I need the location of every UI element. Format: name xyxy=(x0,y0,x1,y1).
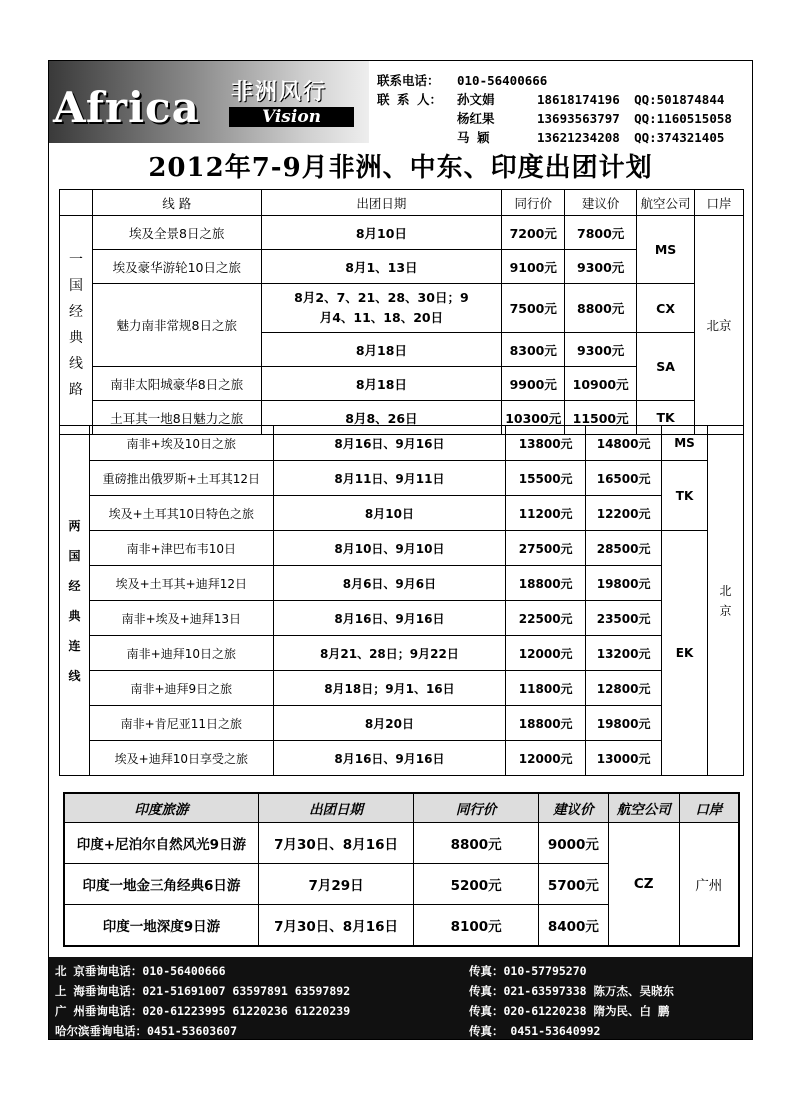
date-cell: 7月30日、8月16日 xyxy=(258,905,413,947)
group-label-text: 一国经典线路 xyxy=(68,252,83,398)
retail-price-cell: 9300元 xyxy=(565,250,637,284)
office-beijing: 北 京垂询电话：010-56400666 xyxy=(55,964,226,978)
retail-price-cell: 9300元 xyxy=(565,333,637,367)
date-cell: 8月18日；9月1、16日 xyxy=(273,671,506,706)
route-cell: 印度一地深度9日游 xyxy=(64,905,258,947)
date-cell: 8月18日 xyxy=(261,333,502,367)
retail-price-cell: 5700元 xyxy=(538,864,608,905)
header-airline: 航空公司 xyxy=(637,190,695,216)
date-cell: 8月21、28日；9月22日 xyxy=(273,636,506,671)
group-label-two xyxy=(60,426,90,776)
retail-price-cell: 19800元 xyxy=(586,566,662,601)
date-cell: 7月30日、8月16日 xyxy=(258,823,413,864)
contact-name: 孙文娟 xyxy=(457,92,495,107)
tel-label: 联系电话： xyxy=(377,73,440,88)
retail-price-cell: 8800元 xyxy=(565,284,637,333)
date-cell: 8月16日、9月16日 xyxy=(273,601,506,636)
peer-price-cell: 27500元 xyxy=(506,531,586,566)
office-shanghai: 上 海垂询电话：021-51691007 63597891 63597892 xyxy=(55,984,351,998)
fax-guangzhou: 传真：020-61220238 隋为民、白 鹏 xyxy=(469,1004,670,1018)
route-cell: 南非+迪拜9日之旅 xyxy=(89,671,273,706)
airline-cell: EK xyxy=(662,531,708,776)
retail-price-cell: 11500元 xyxy=(565,401,637,435)
retail-price-cell: 13000元 xyxy=(586,741,662,776)
two-country-table xyxy=(59,425,744,776)
date-cell: 8月18日 xyxy=(261,367,502,401)
contact-name: 马 颖 xyxy=(457,130,490,145)
route-cell: 南非+迪拜10日之旅 xyxy=(89,636,273,671)
retail-price-cell: 16500元 xyxy=(586,461,662,496)
india-table xyxy=(63,792,740,947)
office-harbin: 哈尔滨垂询电话：0451-53603607 xyxy=(55,1024,238,1038)
airline-cell: MS xyxy=(637,216,695,284)
retail-price-cell: 12200元 xyxy=(586,496,662,531)
header-peer-price: 同行价 xyxy=(502,190,565,216)
route-cell: 埃及+土耳其10日特色之旅 xyxy=(89,496,273,531)
header-airline: 航空公司 xyxy=(608,793,679,823)
date-cell: 8月16日、9月16日 xyxy=(273,741,506,776)
airline-cell: SA xyxy=(637,333,695,401)
header-date: 出团日期 xyxy=(258,793,413,823)
date-cell: 8月8、26日 xyxy=(261,401,502,435)
airline-cell: TK xyxy=(637,401,695,435)
contact-qq: QQ:1160515058 xyxy=(634,111,732,126)
peer-price-cell: 8800元 xyxy=(414,823,539,864)
africa-vision-logo xyxy=(49,61,369,143)
route-cell: 南非+埃及+迪拜13日 xyxy=(89,601,273,636)
footer-contacts xyxy=(49,957,752,1040)
route-cell: 印度一地金三角经典6日游 xyxy=(64,864,258,905)
group-label-single xyxy=(60,216,93,435)
port-text: 北京 xyxy=(719,583,732,618)
header-route: 线 路 xyxy=(92,190,261,216)
route-cell: 埃及+土耳其+迪拜12日 xyxy=(89,566,273,601)
date-cell: 8月11日、9月11日 xyxy=(273,461,506,496)
airline-cell: CX xyxy=(637,284,695,333)
fax-beijing: 传真：010-57795270 xyxy=(469,964,587,978)
airline-cell: CZ xyxy=(608,823,679,947)
peer-price-cell: 12000元 xyxy=(506,636,586,671)
single-country-table xyxy=(59,189,744,435)
date-cell: 8月10日、9月10日 xyxy=(273,531,506,566)
fax-harbin: 传真： 0451-53640992 xyxy=(469,1024,601,1038)
date-cell: 8月10日 xyxy=(261,216,502,250)
airline-cell: MS xyxy=(662,426,708,461)
brochure-page xyxy=(48,60,753,1040)
fax-shanghai: 传真：021-63597338 陈万杰、吴晓东 xyxy=(469,984,675,998)
header-port: 口岸 xyxy=(679,793,739,823)
retail-price-cell: 8400元 xyxy=(538,905,608,947)
date-cell: 8月16日、9月16日 xyxy=(273,426,506,461)
peer-price-cell: 7200元 xyxy=(502,216,565,250)
route-cell: 南非太阳城豪华8日之旅 xyxy=(92,367,261,401)
contact-phone: 18618174196 xyxy=(537,92,620,107)
peer-price-cell: 13800元 xyxy=(506,426,586,461)
date-cell: 7月29日 xyxy=(258,864,413,905)
person-label: 联 系 人： xyxy=(377,92,443,107)
contact-phone: 13621234208 xyxy=(537,130,620,145)
route-cell: 土耳其一地8日魅力之旅 xyxy=(92,401,261,435)
date-cell: 8月2、7、21、28、30日；9月4、11、18、20日 xyxy=(261,284,502,333)
retail-price-cell: 28500元 xyxy=(586,531,662,566)
route-cell: 南非+肯尼亚11日之旅 xyxy=(89,706,273,741)
peer-price-cell: 22500元 xyxy=(506,601,586,636)
peer-price-cell: 15500元 xyxy=(506,461,586,496)
contact-name: 杨红果 xyxy=(457,111,495,126)
port-cell: 广州 xyxy=(679,823,739,947)
peer-price-cell: 11800元 xyxy=(506,671,586,706)
airline-cell: TK xyxy=(662,461,708,531)
port-cell xyxy=(708,426,744,776)
peer-price-cell: 8100元 xyxy=(414,905,539,947)
contact-qq: QQ:501874844 xyxy=(634,92,725,107)
contact-qq: QQ:374321405 xyxy=(634,130,725,145)
retail-price-cell: 10900元 xyxy=(565,367,637,401)
logo-africa-text: Africa xyxy=(53,83,200,132)
route-cell: 魅力南非常规8日之旅 xyxy=(92,284,261,367)
date-cell: 8月20日 xyxy=(273,706,506,741)
date-cell: 8月1、13日 xyxy=(261,250,502,284)
retail-price-cell: 23500元 xyxy=(586,601,662,636)
peer-price-cell: 7500元 xyxy=(502,284,565,333)
header-retail-price: 建议价 xyxy=(538,793,608,823)
retail-price-cell: 12800元 xyxy=(586,671,662,706)
retail-price-cell: 19800元 xyxy=(586,706,662,741)
route-cell: 埃及豪华游轮10日之旅 xyxy=(92,250,261,284)
route-cell: 重磅推出俄罗斯+土耳其12日 xyxy=(89,461,273,496)
header-date: 出团日期 xyxy=(261,190,502,216)
peer-price-cell: 18800元 xyxy=(506,566,586,601)
route-cell: 埃及+迪拜10日享受之旅 xyxy=(89,741,273,776)
route-cell: 印度+尼泊尔自然风光9日游 xyxy=(64,823,258,864)
peer-price-cell: 10300元 xyxy=(502,401,565,435)
peer-price-cell: 8300元 xyxy=(502,333,565,367)
retail-price-cell: 9000元 xyxy=(538,823,608,864)
date-cell: 8月6日、9月6日 xyxy=(273,566,506,601)
corner-cell xyxy=(60,190,93,216)
route-cell: 埃及全景8日之旅 xyxy=(92,216,261,250)
header xyxy=(49,61,752,183)
retail-price-cell: 14800元 xyxy=(586,426,662,461)
tel-number: 010-56400666 xyxy=(457,73,548,88)
header-retail-price: 建议价 xyxy=(565,190,637,216)
retail-price-cell: 7800元 xyxy=(565,216,637,250)
date-cell: 8月10日 xyxy=(273,496,506,531)
group-label-text: 两国经典连线 xyxy=(68,518,81,683)
contact-phone: 13693563797 xyxy=(537,111,620,126)
page-title: 2012年7-9月非洲、中东、印度出团计划 xyxy=(148,153,653,183)
header-route: 印度旅游 xyxy=(64,793,258,823)
contact-info xyxy=(377,71,732,147)
logo-vision-text: Vision xyxy=(229,107,354,127)
peer-price-cell: 9900元 xyxy=(502,367,565,401)
route-cell: 南非+津巴布韦10日 xyxy=(89,531,273,566)
logo-chinese-text: 非洲风行 xyxy=(231,80,328,105)
peer-price-cell: 9100元 xyxy=(502,250,565,284)
peer-price-cell: 11200元 xyxy=(506,496,586,531)
port-cell: 北京 xyxy=(695,216,744,435)
peer-price-cell: 18800元 xyxy=(506,706,586,741)
retail-price-cell: 13200元 xyxy=(586,636,662,671)
header-port: 口岸 xyxy=(695,190,744,216)
office-guangzhou: 广 州垂询电话：020-61223995 61220236 61220239 xyxy=(55,1004,351,1018)
peer-price-cell: 12000元 xyxy=(506,741,586,776)
peer-price-cell: 5200元 xyxy=(414,864,539,905)
header-peer-price: 同行价 xyxy=(414,793,539,823)
route-cell: 南非+埃及10日之旅 xyxy=(89,426,273,461)
